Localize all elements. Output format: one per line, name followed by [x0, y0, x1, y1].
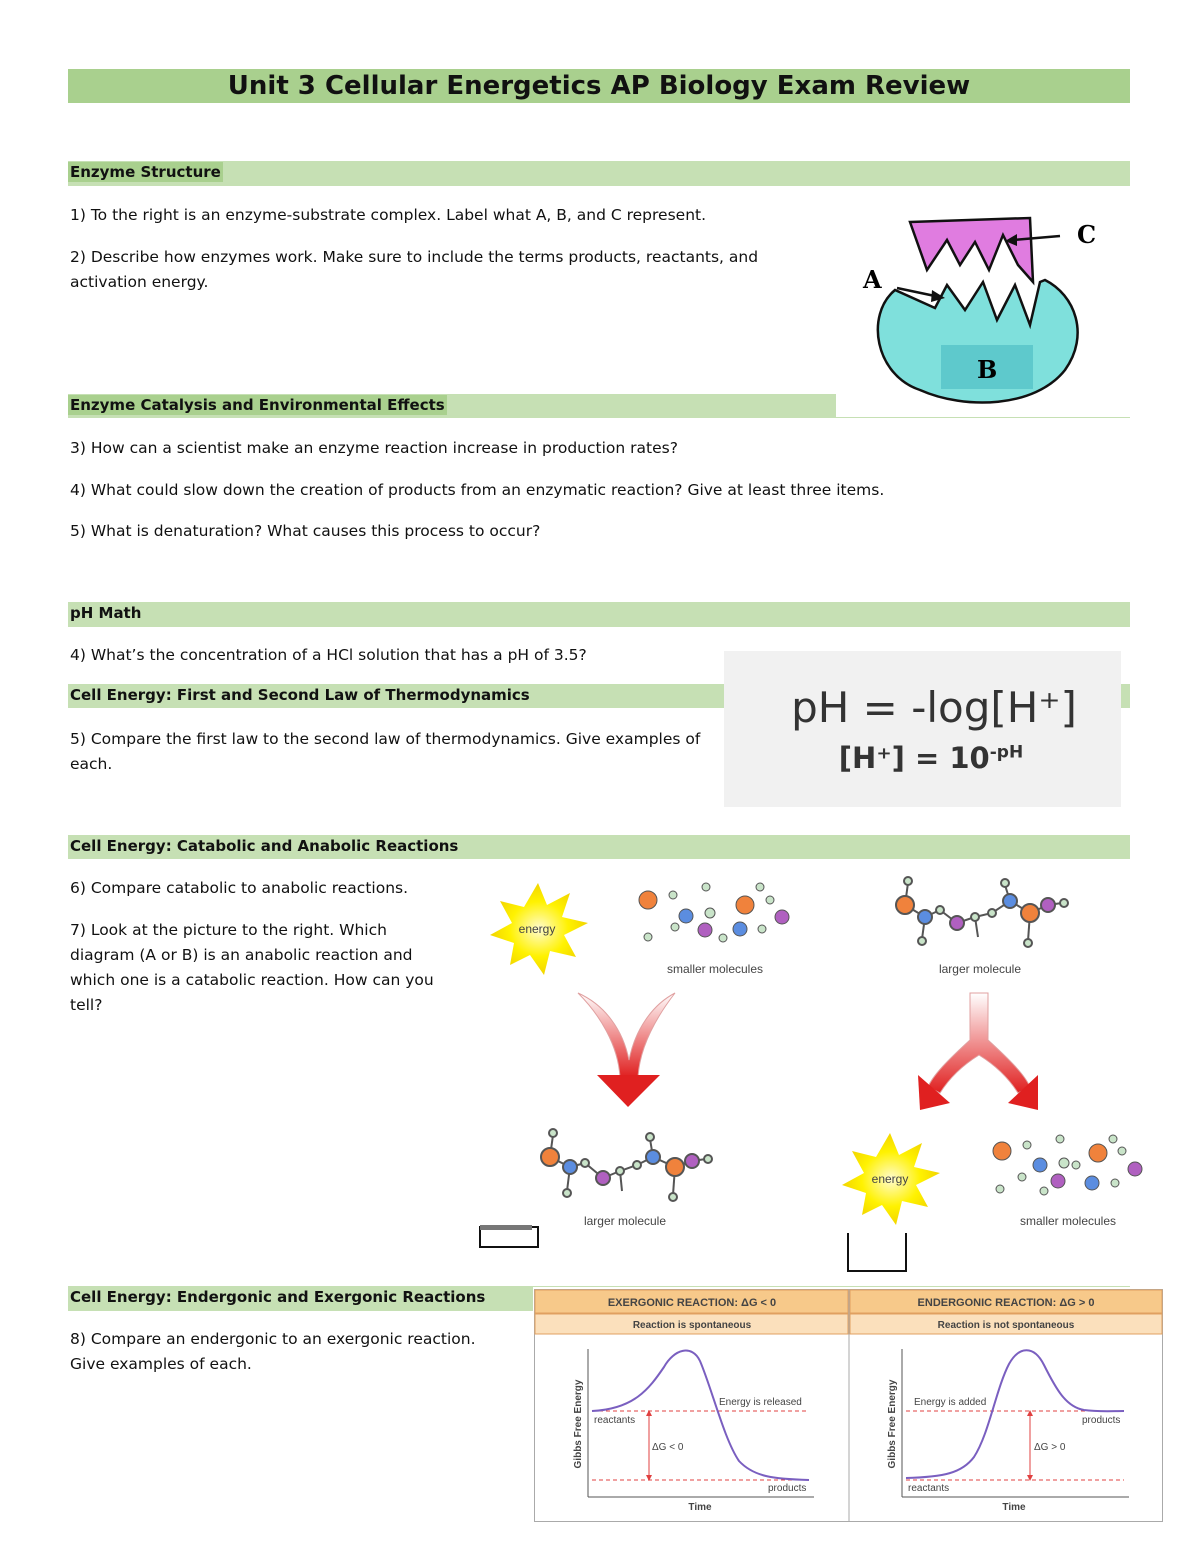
- exergonic-xlabel: Time: [688, 1502, 712, 1513]
- larger-molecule-bottom: [541, 1129, 712, 1201]
- question-7: 7) Look at the picture to the right. Which diagram (A or B) is an anabolic reaction and which one is a catabolic reaction. How can you tell?: [70, 921, 434, 1014]
- label-a: A: [863, 265, 882, 294]
- converging-arrow: [578, 993, 675, 1107]
- exergonic-reactants: reactants: [594, 1415, 636, 1426]
- question-6: 6) Compare catabolic to anabolic reactions.: [70, 879, 409, 897]
- heading-endergonic: Cell Energy: Endergonic and Exergonic Reactions: [70, 1288, 486, 1306]
- ph-formula-box: [724, 651, 1121, 807]
- endergonic-energy-note: Energy is added: [914, 1397, 987, 1408]
- ph-formula-exponent: -pH: [989, 742, 1024, 763]
- larger-molecule-top: [896, 877, 1068, 947]
- smaller-molecules-label-top: smaller molecules: [666, 962, 764, 976]
- heading-catabolic: Cell Energy: Catabolic and Anabolic Reactions: [70, 837, 459, 855]
- exergonic-delta: ΔG < 0: [652, 1442, 684, 1453]
- energy-burst-right: [842, 1133, 940, 1225]
- enzyme-substrate-diagram: [855, 210, 1115, 415]
- endergonic-subtitle: Reaction is not spontaneous: [937, 1320, 1075, 1331]
- divider: [836, 417, 1130, 418]
- smaller-molecules-right: [993, 1135, 1142, 1195]
- ph-formula-line1: pH = -log[H⁺]: [791, 683, 1077, 732]
- exergonic-title: EXERGONIC REACTION: ΔG < 0: [607, 1297, 777, 1309]
- question-2: 2) Describe how enzymes work. Make sure to include the terms products, reactants, and activation energy.: [70, 248, 759, 291]
- exergonic-subtitle: Reaction is spontaneous: [632, 1320, 752, 1331]
- larger-molecule-label-top: larger molecule: [938, 962, 1022, 976]
- energy-burst-left: [490, 883, 588, 975]
- reaction-diagram: [470, 865, 1160, 1275]
- exergonic-ylabel: Gibbs Free Energy: [573, 1379, 584, 1469]
- question-5: 5) What is denaturation? What causes this process to occur?: [70, 522, 541, 540]
- heading-thermodynamics: Cell Energy: First and Second Law of Thermodynamics: [70, 686, 530, 704]
- question-8: 8) Compare an endergonic to an exergonic reaction. Give examples of each.: [70, 1330, 476, 1373]
- exergonic-energy-note: Energy is released: [719, 1397, 802, 1408]
- energy-label-right: energy: [871, 1172, 909, 1186]
- ph-formula-line2: [724, 741, 1138, 775]
- question-thermo: 5) Compare the first law to the second law of thermodynamics. Give examples of each.: [70, 730, 701, 773]
- endergonic-delta: ΔG > 0: [1034, 1442, 1066, 1453]
- endergonic-products: products: [1082, 1415, 1121, 1426]
- ph-formula-base: [H⁺] = 10: [838, 741, 990, 775]
- label-b: B: [977, 355, 998, 384]
- smaller-molecules-label-bottom: smaller molecules: [1019, 1214, 1117, 1228]
- question-1: 1) To the right is an enzyme-substrate complex. Label what A, B, and C represent.: [70, 206, 707, 224]
- label-c: C: [1077, 220, 1097, 249]
- heading-enzyme-structure: Enzyme Structure: [70, 163, 221, 181]
- question-ph: 4) What’s the concentration of a HCl solution that has a pH of 3.5?: [70, 646, 587, 664]
- endergonic-title: ENDERGONIC REACTION: ΔG > 0: [917, 1297, 1095, 1309]
- larger-molecule-label-bottom: larger molecule: [583, 1214, 667, 1228]
- endergonic-xlabel: Time: [1002, 1502, 1026, 1513]
- heading-ph-math: pH Math: [70, 604, 142, 622]
- gibbs-energy-diagram: [534, 1289, 1164, 1523]
- heading-catalysis: Enzyme Catalysis and Environmental Effects: [70, 396, 445, 414]
- answer-box-b[interactable]: [848, 1233, 906, 1271]
- smaller-molecules-left: [639, 883, 789, 942]
- substrate-shape: [910, 218, 1033, 282]
- energy-label-left: energy: [518, 922, 556, 936]
- endergonic-ylabel: Gibbs Free Energy: [887, 1379, 898, 1469]
- question-4: 4) What could slow down the creation of products from an enzymatic reaction? Give at least three items.: [70, 481, 885, 499]
- exergonic-products: products: [768, 1483, 807, 1494]
- diverging-arrow: [918, 993, 1038, 1110]
- section-bar: [68, 602, 1130, 627]
- page-title: Unit 3 Cellular Energetics AP Biology Exam Review: [68, 69, 1130, 103]
- answer-box-a-top: [480, 1225, 532, 1230]
- question-3: 3) How can a scientist make an enzyme reaction increase in production rates?: [70, 439, 678, 457]
- endergonic-reactants: reactants: [908, 1483, 950, 1494]
- section-bar: [68, 161, 1130, 186]
